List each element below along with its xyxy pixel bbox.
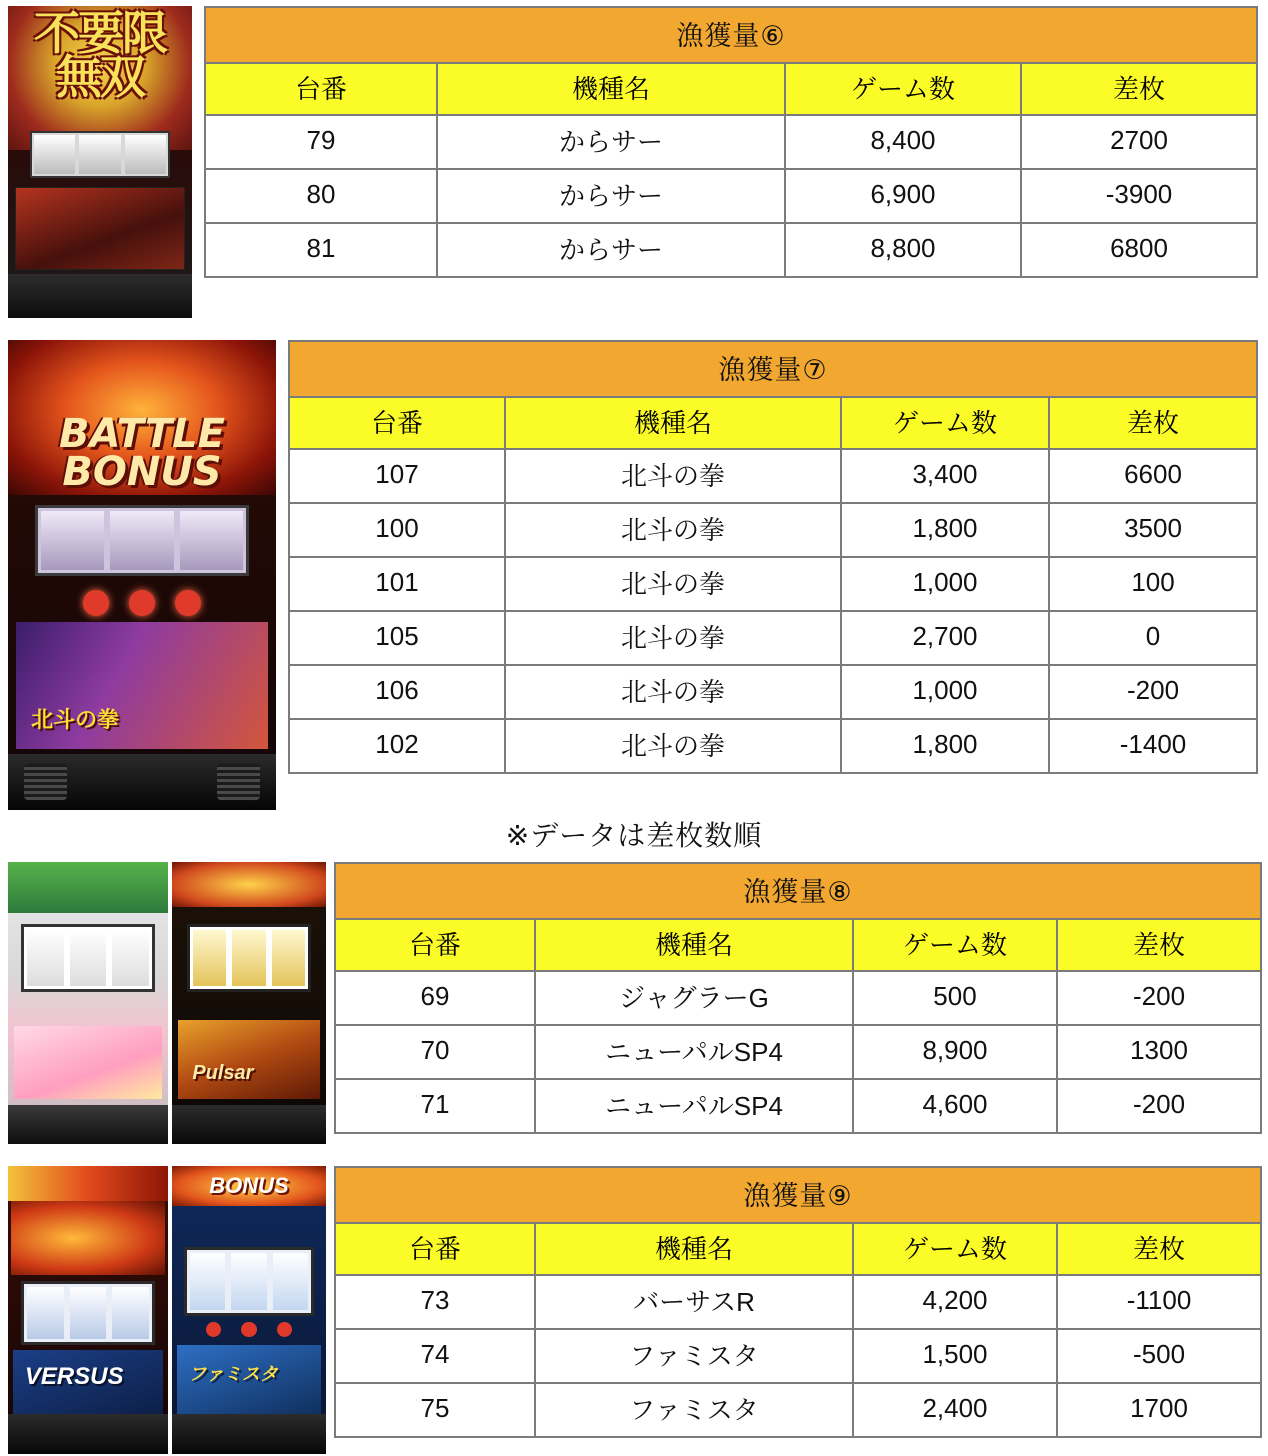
cell-model: 北斗の拳 — [505, 503, 841, 557]
cell-model: ジャグラーG — [535, 971, 853, 1025]
cell-diff: 3500 — [1049, 503, 1257, 557]
table-row — [289, 719, 1257, 773]
table-2-caption: 漁獲量⑦ — [289, 341, 1257, 397]
table-3-header-row — [335, 919, 1261, 971]
cell-games: 2,400 — [853, 1383, 1057, 1437]
cell-no: 70 — [335, 1025, 535, 1079]
cell-no: 75 — [335, 1383, 535, 1437]
column-header-diff: 差枚 — [1049, 397, 1257, 449]
table-row — [289, 665, 1257, 719]
cell-diff: -1400 — [1049, 719, 1257, 773]
column-header-diff: 差枚 — [1057, 1223, 1261, 1275]
table-2-caption-row — [289, 341, 1257, 397]
table-row — [205, 115, 1257, 169]
cell-diff: 100 — [1049, 557, 1257, 611]
table-4-caption-row — [335, 1167, 1261, 1223]
cell-model: 北斗の拳 — [505, 611, 841, 665]
cell-games: 6,900 — [785, 169, 1021, 223]
pulsar-label: Pulsar — [192, 1061, 254, 1084]
cell-games: 8,800 — [785, 223, 1021, 277]
cell-diff: 6800 — [1021, 223, 1257, 277]
pulsar-slot-machine-photo — [172, 862, 326, 1144]
column-header-model: 機種名 — [505, 397, 841, 449]
table-1-caption: 漁獲量⑥ — [205, 7, 1257, 63]
section-3 — [8, 862, 1262, 1144]
cell-no: 81 — [205, 223, 437, 277]
cell-games: 500 — [853, 971, 1057, 1025]
cell-no: 106 — [289, 665, 505, 719]
table-1-header-row — [205, 63, 1257, 115]
table-row — [335, 1383, 1261, 1437]
column-header-games: ゲーム数 — [853, 919, 1057, 971]
table-3 — [334, 862, 1262, 1134]
cell-games: 3,400 — [841, 449, 1049, 503]
cell-no: 100 — [289, 503, 505, 557]
cell-diff: 1700 — [1057, 1383, 1261, 1437]
cell-games: 2,700 — [841, 611, 1049, 665]
section-2 — [8, 340, 1258, 810]
table-row — [335, 1079, 1261, 1133]
table-row — [335, 1275, 1261, 1329]
table-row — [289, 557, 1257, 611]
cell-games: 8,400 — [785, 115, 1021, 169]
hokuto-label: 北斗の拳 — [31, 706, 120, 733]
cell-diff: -1100 — [1057, 1275, 1261, 1329]
famista-label: ファミスタ — [188, 1363, 278, 1384]
table-1 — [204, 6, 1258, 278]
cell-diff: 0 — [1049, 611, 1257, 665]
table-4-header-row — [335, 1223, 1261, 1275]
versus-slot-machine-photo — [8, 1166, 168, 1454]
cell-no: 69 — [335, 971, 535, 1025]
cell-games: 1,800 — [841, 719, 1049, 773]
table-3-caption-row — [335, 863, 1261, 919]
versus-label: VERSUS — [24, 1362, 124, 1390]
data-order-note: ※データは差枚数順 — [505, 820, 763, 851]
cell-model: ニューパルSP4 — [535, 1079, 853, 1133]
table-row — [205, 223, 1257, 277]
cell-no: 107 — [289, 449, 505, 503]
column-header-no: 台番 — [335, 1223, 535, 1275]
cell-model: からサー — [437, 115, 785, 169]
section-1 — [8, 6, 1258, 318]
table-3-caption: 漁獲量⑧ — [335, 863, 1261, 919]
cell-games: 1,000 — [841, 557, 1049, 611]
cell-diff: -200 — [1057, 1079, 1261, 1133]
column-header-model: 機種名 — [535, 1223, 853, 1275]
cell-no: 73 — [335, 1275, 535, 1329]
cell-model: 北斗の拳 — [505, 449, 841, 503]
cell-model: からサー — [437, 169, 785, 223]
column-header-model: 機種名 — [535, 919, 853, 971]
column-header-model: 機種名 — [437, 63, 785, 115]
cell-no: 80 — [205, 169, 437, 223]
cell-model: 北斗の拳 — [505, 665, 841, 719]
table-row — [289, 611, 1257, 665]
cell-diff: 1300 — [1057, 1025, 1261, 1079]
column-header-no: 台番 — [335, 919, 535, 971]
cell-no: 79 — [205, 115, 437, 169]
section-4 — [8, 1166, 1262, 1454]
bonus-label: BONUS — [209, 1173, 289, 1199]
column-header-no: 台番 — [289, 397, 505, 449]
table-row — [289, 503, 1257, 557]
cell-model: ファミスタ — [535, 1329, 853, 1383]
cell-games: 1,000 — [841, 665, 1049, 719]
cell-no: 101 — [289, 557, 505, 611]
cell-no: 102 — [289, 719, 505, 773]
cell-model: バーサスR — [535, 1275, 853, 1329]
musou-kanji-text: 不要限 無双 — [34, 6, 166, 104]
table-2 — [288, 340, 1258, 774]
column-header-games: ゲーム数 — [785, 63, 1021, 115]
cell-diff: -500 — [1057, 1329, 1261, 1383]
cell-no: 74 — [335, 1329, 535, 1383]
cell-diff: -200 — [1057, 971, 1261, 1025]
cell-model: 北斗の拳 — [505, 719, 841, 773]
juggler-slot-machine-photo — [8, 862, 168, 1144]
table-row — [289, 449, 1257, 503]
cell-diff: 6600 — [1049, 449, 1257, 503]
table-row — [205, 169, 1257, 223]
table-4-caption: 漁獲量⑨ — [335, 1167, 1261, 1223]
table-4 — [334, 1166, 1262, 1438]
column-header-games: ゲーム数 — [841, 397, 1049, 449]
column-header-games: ゲーム数 — [853, 1223, 1057, 1275]
cell-games: 1,500 — [853, 1329, 1057, 1383]
cell-no: 105 — [289, 611, 505, 665]
cell-model: からサー — [437, 223, 785, 277]
cell-diff: -3900 — [1021, 169, 1257, 223]
table-row — [335, 1329, 1261, 1383]
famista-slot-machine-photo — [172, 1166, 326, 1454]
cell-games: 4,200 — [853, 1275, 1057, 1329]
table-row — [335, 1025, 1261, 1079]
table-1-caption-row — [205, 7, 1257, 63]
cell-model: ニューパルSP4 — [535, 1025, 853, 1079]
table-2-header-row — [289, 397, 1257, 449]
cell-model: 北斗の拳 — [505, 557, 841, 611]
table-row — [335, 971, 1261, 1025]
battle-bonus-text: BATTLE BONUS — [59, 411, 225, 496]
cell-diff: -200 — [1049, 665, 1257, 719]
column-header-diff: 差枚 — [1021, 63, 1257, 115]
cell-diff: 2700 — [1021, 115, 1257, 169]
cell-no: 71 — [335, 1079, 535, 1133]
cell-games: 8,900 — [853, 1025, 1057, 1079]
cell-model: ファミスタ — [535, 1383, 853, 1437]
hokuto-no-ken-slot-machine-photo — [8, 340, 276, 810]
musou-slot-machine-photo — [8, 6, 192, 318]
cell-games: 1,800 — [841, 503, 1049, 557]
column-header-diff: 差枚 — [1057, 919, 1261, 971]
cell-games: 4,600 — [853, 1079, 1057, 1133]
column-header-no: 台番 — [205, 63, 437, 115]
